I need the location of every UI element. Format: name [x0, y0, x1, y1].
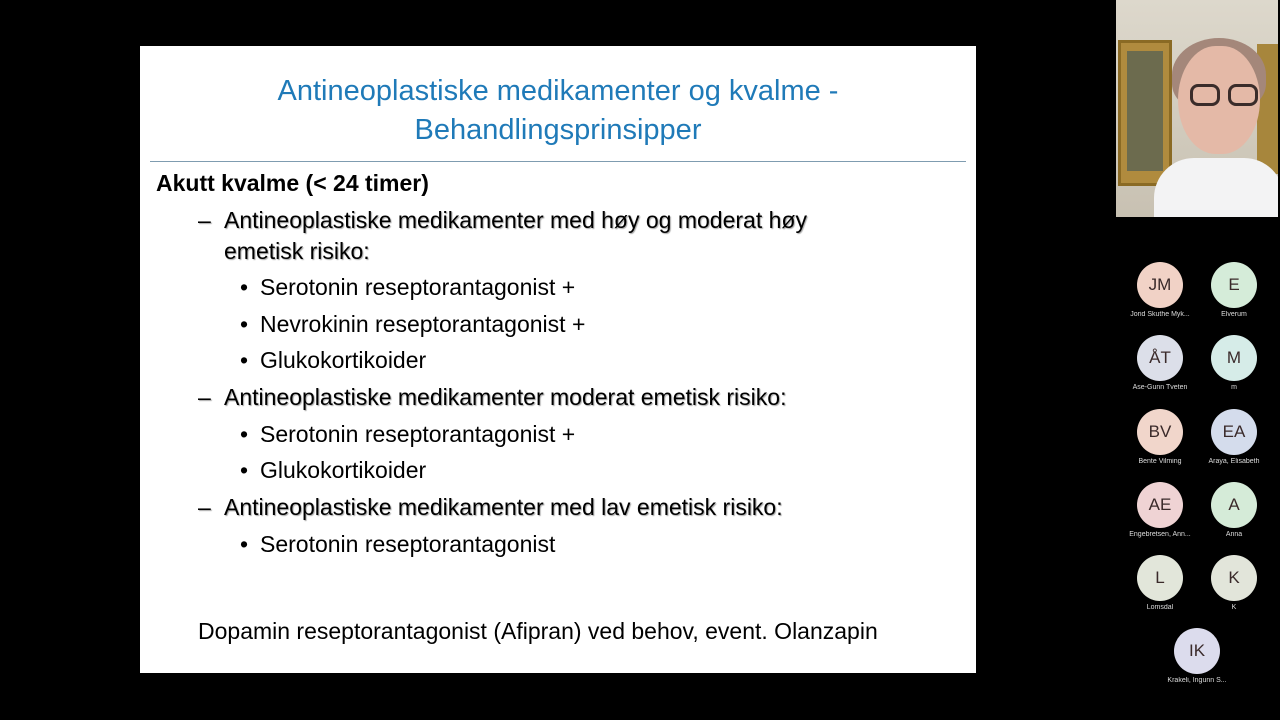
participant-tile[interactable] [1124, 262, 1196, 318]
bullet-marker: • [240, 274, 249, 300]
slide-footer-note: Dopamin reseptorantagonist (Afipran) ved behov, event. Olanzapin [198, 618, 878, 644]
section-text: Antineoplastiske medikamenter moderat emetisk risiko: [224, 384, 787, 410]
list-item-text: Serotonin reseptorantagonist [260, 531, 556, 557]
participant-name: m [1231, 384, 1237, 391]
slide-title-line-2: Behandlingsprinsipper [414, 114, 702, 146]
participant-tile[interactable] [1198, 482, 1270, 538]
avatar: M [1211, 335, 1257, 381]
avatar: E [1211, 262, 1257, 308]
participant-name: Elverum [1221, 311, 1247, 318]
list-item [240, 529, 555, 560]
bullet-marker: • [240, 311, 249, 337]
section-item [198, 205, 884, 267]
section-item [198, 492, 884, 523]
dash-marker: – [198, 384, 211, 410]
slide-title-line-1: Antineoplastiske medikamenter og kvalme - [277, 75, 839, 107]
speaker-body [1154, 158, 1278, 217]
bullet-marker: • [240, 457, 249, 483]
bullet-marker: • [240, 347, 249, 373]
participant-name: Bente Vilming [1138, 458, 1182, 465]
painting-frame [1118, 40, 1172, 186]
avatar: JM [1137, 262, 1183, 308]
avatar: IK [1174, 628, 1220, 674]
list-item [240, 309, 585, 340]
speaker-video[interactable] [1116, 0, 1278, 217]
participant-name: K [1231, 604, 1237, 611]
participant-tile[interactable] [1198, 409, 1270, 465]
section-item [198, 382, 884, 413]
bullet-marker: • [240, 421, 249, 447]
list-item [240, 455, 426, 486]
list-item-text: Glukokortikoider [260, 457, 427, 483]
painting [1127, 51, 1163, 171]
avatar: L [1137, 555, 1183, 601]
slide-heading: Akutt kvalme (< 24 timer) [156, 170, 429, 196]
slide-body [140, 46, 976, 673]
avatar: ÅT [1137, 335, 1183, 381]
list-item [240, 272, 575, 303]
avatar: K [1211, 555, 1257, 601]
participant-name: Krakeli, Ingunn S... [1167, 677, 1227, 684]
dash-marker: – [198, 207, 211, 233]
dash-marker: – [198, 494, 211, 520]
participant-tile[interactable] [1124, 482, 1196, 538]
participant-tile[interactable] [1198, 555, 1270, 611]
bullet-marker: • [240, 531, 249, 557]
avatar: BV [1137, 409, 1183, 455]
participant-name: Anna [1225, 531, 1243, 538]
list-item-text: Serotonin reseptorantagonist + [260, 274, 576, 300]
participant-tile[interactable] [1198, 262, 1270, 318]
avatar: A [1211, 482, 1257, 528]
list-item [240, 345, 426, 376]
list-item-text: Serotonin reseptorantagonist + [260, 421, 576, 447]
avatar: AE [1137, 482, 1183, 528]
list-item [240, 419, 575, 450]
participant-tile[interactable] [1124, 409, 1196, 465]
list-item-text: Glukokortikoider [260, 347, 427, 373]
section-text: Antineoplastiske medikamenter med lav emetisk risiko: [224, 494, 783, 520]
participant-name: Araya, Elisabeth [1208, 458, 1260, 465]
avatar: EA [1211, 409, 1257, 455]
participant-name: Åse-Gunn Tveten [1132, 384, 1188, 391]
participant-name: Engebretsen, Ann... [1129, 531, 1191, 538]
participant-tile[interactable] [1124, 335, 1196, 391]
section-text: Antineoplastiske medikamenter med høy og moderat høy emetisk risiko: [224, 207, 807, 264]
participant-tile[interactable] [1124, 555, 1196, 611]
list-item-text: Nevrokinin reseptorantagonist + [260, 311, 586, 337]
participant-name: Lomsdal [1146, 604, 1174, 611]
participant-tile[interactable] [1198, 335, 1270, 391]
speaker-glasses [1186, 84, 1262, 106]
participant-name: Jorid Skuthe Myk... [1130, 311, 1190, 318]
presentation-slide [140, 46, 976, 673]
participant-tile[interactable] [1161, 628, 1233, 684]
